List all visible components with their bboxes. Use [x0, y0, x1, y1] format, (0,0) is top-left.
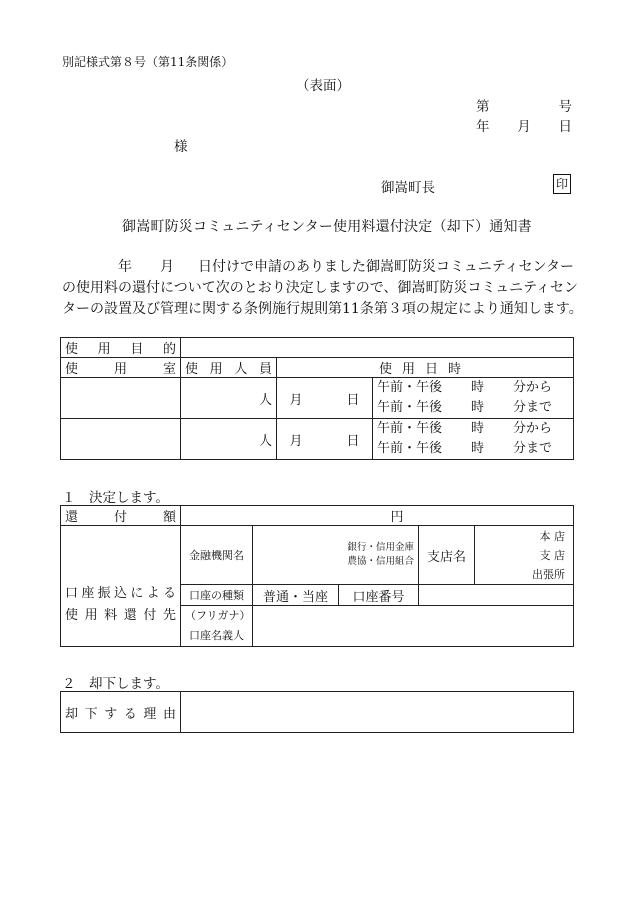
section-approve-heading: １ 決定します。: [62, 490, 169, 506]
room-field[interactable]: [61, 378, 181, 419]
refund-amount-field[interactable]: 円: [181, 506, 574, 526]
document-title: 御嵩町防災コミュニティセンター使用料還付決定（却下）通知書: [122, 219, 532, 235]
doc-no-suffix: 号: [558, 99, 572, 115]
form-number: 別記様式第８号（第11条関係）: [62, 55, 234, 69]
bank-name-label: 金融機関名: [181, 526, 253, 585]
body-line-3: ターの設置及び管理に関する条例施行規則第11条第３項の規定により通知します。: [62, 301, 583, 317]
people-label: 使用人員: [181, 358, 277, 378]
date-field[interactable]: 月 日: [277, 419, 373, 460]
bank-name-field[interactable]: 銀行・信用金庫 農協・信用組合: [253, 526, 419, 585]
doc-no-prefix: 第: [476, 99, 490, 115]
account-number-field[interactable]: [419, 585, 574, 606]
addressee: 様: [174, 139, 188, 155]
usage-row: [61, 419, 574, 460]
account-type-field[interactable]: 普通・当座: [253, 585, 339, 606]
people-field[interactable]: 人: [181, 419, 277, 460]
refund-amount-label: 還付額: [61, 506, 181, 526]
purpose-label: 使用目的: [61, 338, 181, 358]
reject-reason-label: 却下する理由: [61, 692, 181, 733]
body-line-1: [62, 257, 574, 278]
time-field[interactable]: 午前・午後 時 分から 午前・午後 時 分まで: [373, 378, 574, 419]
document-number: [476, 95, 572, 115]
purpose-field[interactable]: [181, 338, 574, 358]
side-label: （表面）: [296, 78, 350, 94]
account-label: 口座振込による 使用料還付先: [61, 526, 181, 647]
date-field[interactable]: 月 日: [277, 378, 373, 419]
reject-reason-field[interactable]: [181, 692, 574, 733]
account-holder-field[interactable]: [253, 606, 574, 647]
datetime-label: 使用日時: [277, 358, 574, 378]
date-year: 年: [476, 119, 490, 135]
branch-name-field[interactable]: 本 店 支 店 出張所: [475, 526, 574, 585]
usage-row: [61, 378, 574, 419]
room-label: 使用室: [61, 358, 181, 378]
branch-name-label: 支店名: [419, 526, 475, 585]
body-text: [62, 257, 583, 320]
refund-table: [60, 505, 574, 647]
body-line-1-text: 日付けで申請のありました御嵩町防災コミュニティセンター: [198, 259, 575, 275]
body-month: 月: [160, 259, 174, 275]
issuer: 御嵩町長: [381, 180, 435, 196]
seal-mark: 印: [553, 174, 571, 194]
date-month: 月: [517, 119, 531, 135]
room-field[interactable]: [61, 419, 181, 460]
body-year: 年: [118, 259, 132, 275]
account-holder-label: （フリガナ） 口座名義人: [181, 606, 253, 647]
date-day: 日: [558, 119, 572, 135]
account-type-label: 口座の種類: [181, 585, 253, 606]
issue-date: [476, 115, 572, 135]
usage-table: [60, 337, 574, 460]
body-line-2: の使用料の還付について次のとおり決定しますので、御嵩町防災コミュニティセン: [62, 280, 579, 296]
account-number-label: 口座番号: [339, 585, 419, 606]
reject-table: [60, 691, 574, 733]
people-field[interactable]: 人: [181, 378, 277, 419]
time-field[interactable]: 午前・午後 時 分から 午前・午後 時 分まで: [373, 419, 574, 460]
section-reject-heading: ２ 却下します。: [62, 676, 169, 692]
